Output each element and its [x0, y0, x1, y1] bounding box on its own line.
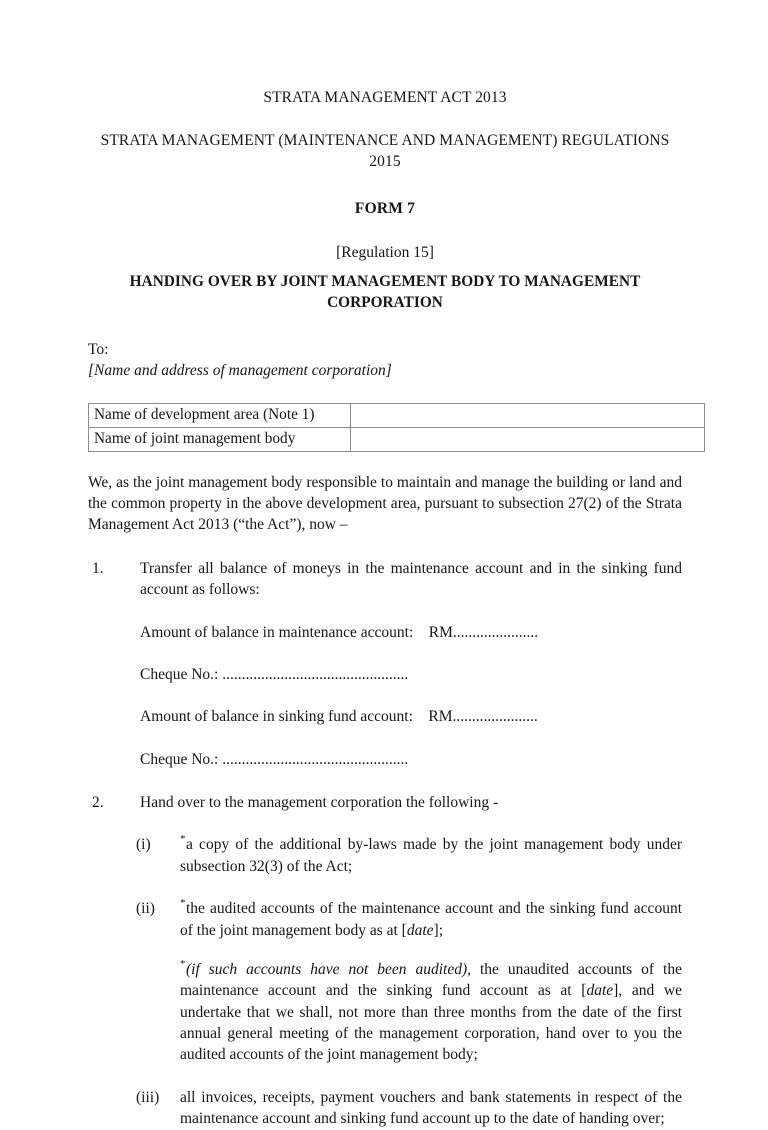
table-row [89, 427, 705, 451]
asterisk-marker-icon: * [180, 897, 186, 910]
maintenance-balance-line [140, 622, 682, 643]
sinking-cheque-line[interactable]: Cheque No.: ................................................ [140, 750, 409, 768]
addressee-block [88, 339, 682, 382]
addressee-placeholder: [Name and address of management corporation] [88, 362, 392, 380]
preamble-paragraph: We, as the joint management body responsible to maintain and manage the building or land and the common property in the above development area, pursuant to subsection 27(2) of the Strata Management Act 2013 (“the Act”), now – [88, 473, 682, 534]
regulations-title: STRATA MANAGEMENT (MAINTENANCE AND MANAGEMENT) REGULATIONS 2015 [100, 132, 670, 170]
form-heading: HANDING OVER BY JOINT MANAGEMENT BODY TO MANAGEMENT CORPORATION [129, 273, 641, 311]
clause-2-item-iii-text: all invoices, receipts, payment vouchers and bank statements in respect of the maintenance account and sinking fund account up to the date of handing over; [180, 1088, 682, 1128]
clause-2-item-i [136, 834, 682, 877]
clause-1-marker: 1. [92, 559, 104, 577]
table-row [89, 403, 705, 427]
clause-1-text: Transfer all balance of moneys in the maintenance account and in the sinking fund account as follows: [140, 559, 682, 599]
clause-2-item-iii [136, 1087, 682, 1130]
maintenance-balance-value[interactable]: RM...................... [428, 623, 539, 641]
clause-2-item-ii-date-placeholder[interactable]: date [406, 921, 434, 939]
clause-2-item-ii [136, 898, 682, 1066]
to-label: To: [88, 340, 109, 358]
clause-2-item-ii-marker: (ii) [136, 900, 155, 918]
development-area-label: Name of development area (Note 1) [89, 403, 351, 427]
form-number: FORM 7 [354, 200, 416, 218]
sinking-balance-line [140, 706, 682, 727]
clause-2-item-ii-sub-date-placeholder[interactable]: date [586, 982, 614, 1000]
regulation-reference: [Regulation 15] [336, 244, 434, 262]
joint-management-body-label: Name of joint management body [89, 427, 351, 451]
clause-2-item-ii-text: the audited accounts of the maintenance account and the sinking fund account of the joint management body as at [ [180, 900, 682, 939]
clause-2-item-ii-text-after: ]; [433, 921, 443, 939]
development-area-value[interactable] [351, 403, 705, 427]
details-table [88, 403, 705, 452]
title-block [88, 88, 682, 313]
sinking-balance-label: Amount of balance in sinking fund account: [140, 708, 413, 726]
clause-2 [88, 792, 682, 813]
clause-1-fields [140, 622, 682, 771]
maintenance-cheque-line[interactable]: Cheque No.: ................................................ [140, 665, 409, 683]
clause-2-item-ii-sub-italic: (if such accounts have not been audited), [186, 960, 471, 978]
maintenance-balance-label: Amount of balance in maintenance account: [140, 623, 414, 641]
joint-management-body-value[interactable] [351, 427, 705, 451]
document-content [88, 0, 682, 1130]
asterisk-marker-icon: * [180, 833, 186, 846]
sinking-balance-value[interactable]: RM...................... [428, 708, 538, 726]
act-title: STRATA MANAGEMENT ACT 2013 [263, 89, 507, 106]
clause-2-item-ii-subparagraph [180, 959, 682, 1066]
clause-2-item-iii-marker: (iii) [136, 1088, 160, 1106]
clause-2-item-ii-sub-text-1: the unaudited accounts of the maintenance account and the sinking fund account as at [ [180, 960, 682, 1000]
clause-1 [88, 558, 682, 601]
asterisk-marker-icon: * [180, 957, 186, 970]
clause-2-item-i-marker: (i) [136, 836, 151, 854]
clause-2-item-i-text: a copy of the additional by-laws made by the joint management body under subsection 32(3) of the Act; [180, 836, 682, 875]
clause-2-text: Hand over to the management corporation the following - [140, 794, 499, 812]
clause-2-item-ii-sub-text-2: ], and we undertake that we shall, not more than three months from the date of the first annual general meeting of the management corporation, hand over to you the audited accounts of the joint management body; [180, 982, 682, 1064]
clause-2-marker: 2. [92, 794, 104, 812]
